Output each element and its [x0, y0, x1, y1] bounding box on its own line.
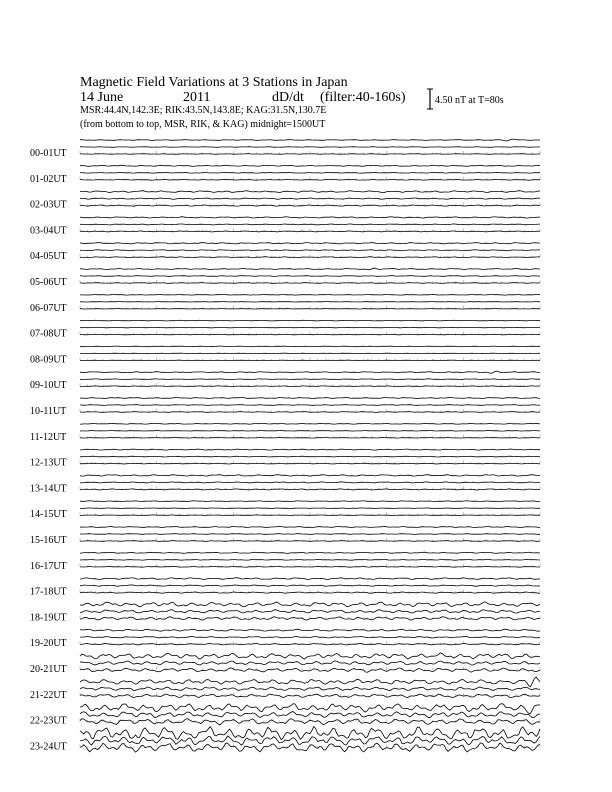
- hour-row: [30, 653, 540, 675]
- trace-kag: [80, 346, 540, 347]
- trace-kag: [80, 629, 540, 631]
- trace-kag: [80, 268, 540, 270]
- date-day: 14 June: [80, 90, 124, 105]
- trace-kag: [80, 501, 540, 502]
- filter-label: (filter:40-160s): [320, 90, 406, 105]
- hour-row: [30, 704, 540, 727]
- trace-rik: [80, 147, 540, 148]
- hour-row: [30, 727, 540, 753]
- hour-label: 14-15UT: [30, 509, 67, 521]
- hour-label: 15-16UT: [30, 535, 67, 546]
- chart-title: Magnetic Field Variations at 3 Stations in Japan: [80, 75, 348, 90]
- scale-label: 4.50 nT at T=80s: [435, 95, 504, 106]
- hour-label: 08-09UT: [30, 354, 67, 366]
- trace-msr: [80, 515, 540, 516]
- hour-row: [30, 552, 540, 572]
- trace-rik: [80, 431, 540, 432]
- trace-rik: [80, 636, 540, 638]
- hour-label: 22-23UT: [30, 715, 67, 727]
- trace-rik: [80, 712, 540, 718]
- trace-rik: [80, 508, 540, 509]
- trace-kag: [80, 243, 540, 244]
- hour-label: 16-17UT: [30, 560, 67, 572]
- hour-row: [30, 320, 540, 339]
- trace-kag: [80, 398, 540, 399]
- trace-rik: [80, 585, 540, 586]
- trace-rik: [80, 661, 540, 665]
- hour-label: 07-08UT: [30, 328, 67, 340]
- trace-kag: [80, 552, 540, 553]
- trace-rik: [80, 379, 540, 380]
- trace-msr: [80, 743, 540, 752]
- hour-row: [30, 191, 540, 211]
- hour-row: [30, 346, 540, 365]
- hour-row: [30, 295, 540, 314]
- trace-kag: [80, 191, 540, 193]
- trace-msr: [80, 463, 540, 464]
- trace-rik: [80, 405, 540, 406]
- hour-label: 10-11UT: [30, 406, 67, 417]
- hour-label: 18-19UT: [30, 612, 67, 624]
- trace-rik: [80, 224, 540, 225]
- hour-label: 04-05UT: [30, 251, 67, 263]
- hour-label: 12-13UT: [30, 457, 67, 469]
- hour-row: [30, 371, 540, 391]
- trace-msr: [80, 154, 540, 155]
- trace-rik: [80, 198, 540, 199]
- hour-label: 13-14UT: [30, 483, 67, 495]
- trace-kag: [80, 139, 540, 141]
- trace-rik: [80, 250, 540, 251]
- hour-row: [30, 475, 540, 495]
- hour-label: 05-06UT: [30, 277, 67, 288]
- hour-label: 00-01UT: [30, 148, 67, 159]
- trace-kag: [80, 371, 540, 373]
- trace-kag: [80, 704, 540, 714]
- hour-label: 09-10UT: [30, 380, 67, 392]
- hour-label: 06-07UT: [30, 302, 67, 314]
- hourly-rows: [30, 139, 540, 752]
- date-year: 2011: [183, 90, 211, 105]
- trace-rik: [80, 559, 540, 560]
- hour-row: [30, 629, 540, 649]
- hour-row: [30, 527, 540, 547]
- hour-label: 11-12UT: [30, 431, 67, 443]
- trace-rik: [80, 276, 540, 277]
- scale-bar: [427, 89, 504, 109]
- hour-row: [30, 165, 540, 185]
- hour-row: [30, 243, 540, 263]
- hour-row: [30, 268, 540, 288]
- hour-row: [30, 501, 540, 520]
- trace-kag: [80, 217, 540, 218]
- trace-rik: [80, 687, 540, 691]
- hour-label: 02-03UT: [30, 199, 67, 211]
- hour-row: [30, 449, 540, 469]
- hour-label: 23-24UT: [30, 741, 67, 753]
- hour-row: [30, 139, 540, 159]
- hour-row: [30, 398, 540, 418]
- trace-kag: [80, 727, 540, 740]
- hour-label: 01-02UT: [30, 173, 67, 185]
- hour-row: [30, 677, 540, 701]
- stations-line: MSR:44.4N,142.3E; RIK:43.5N,143.8E; KAG:31.5N,130.7E: [80, 105, 327, 116]
- hour-label: 21-22UT: [30, 689, 67, 701]
- trace-kag: [80, 320, 540, 321]
- trace-rik: [80, 353, 540, 354]
- trace-rik: [80, 172, 540, 173]
- chart-header: [80, 75, 504, 130]
- trace-kag: [80, 449, 540, 450]
- trace-kag: [80, 653, 540, 659]
- trace-kag: [80, 527, 540, 528]
- trace-kag: [80, 677, 540, 687]
- trace-rik: [80, 610, 540, 614]
- quantity-label: dD/dt: [272, 90, 304, 105]
- hour-row: [30, 578, 540, 598]
- trace-kag: [80, 295, 540, 296]
- trace-kag: [80, 475, 540, 477]
- trace-rik: [80, 534, 540, 535]
- trace-kag: [80, 578, 540, 580]
- hour-label: 19-20UT: [30, 638, 67, 650]
- hour-row: [30, 217, 540, 237]
- trace-kag: [80, 423, 540, 424]
- hour-label: 17-18UT: [30, 586, 67, 598]
- trace-rik: [80, 456, 540, 457]
- hour-row: [30, 423, 540, 442]
- hour-row: [30, 602, 540, 624]
- hour-label: 20-21UT: [30, 664, 67, 675]
- trace-kag: [80, 165, 540, 166]
- trace-kag: [80, 602, 540, 607]
- trace-rik: [80, 482, 540, 483]
- hour-label: 03-04UT: [30, 225, 67, 237]
- order-line: (from bottom to top, MSR, RIK, & KAG) midnight=1500UT: [80, 119, 326, 130]
